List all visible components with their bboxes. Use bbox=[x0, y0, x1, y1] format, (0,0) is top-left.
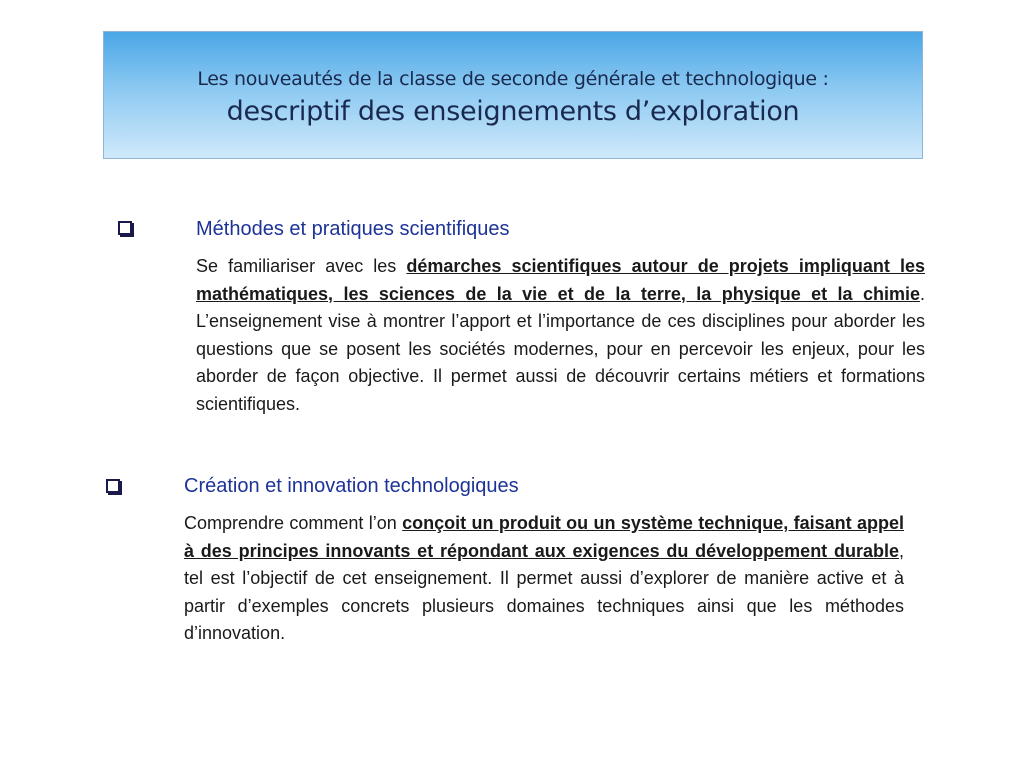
body-text-prefix: Se familiariser avec les bbox=[196, 256, 407, 276]
body-text-prefix: Comprendre comment l’on bbox=[184, 513, 403, 533]
checkbox-bullet-icon bbox=[106, 479, 120, 493]
slide-title-line1: Les nouveautés de la classe de seconde générale et technologique : bbox=[197, 68, 829, 90]
section-heading-methodes: Méthodes et pratiques scientifiques bbox=[196, 218, 510, 240]
body-text-highlight: démarches scientifiques autour de projets impliquant les mathématiques, les sciences de la vie et de la terre, la physique et la chimie bbox=[196, 256, 925, 304]
body-text-suffix: . L’enseignement vise à montrer l’apport et l’importance de ces disciplines pour aborder les questions que se posent les sociétés modernes, pour en percevoir les enjeux, pour les aborder de façon objective. Il permet aussi de découvrir certains métiers et formations scientifiques. bbox=[196, 283, 925, 414]
title-banner bbox=[103, 31, 923, 159]
section-heading-creation: Création et innovation technologiques bbox=[184, 475, 519, 497]
checkbox-bullet-icon bbox=[118, 221, 132, 235]
body-text-suffix: , tel est l’objectif de cet enseignement. Il permet aussi d’explorer de manière active et à partir d’exemples concrets plusieurs domaines techniques ainsi que les méthodes d’innovation. bbox=[184, 540, 904, 643]
body-text-highlight: conçoit un produit ou un système technique, faisant appel à des principes innovants et répondant aux exigences du développement durable bbox=[184, 513, 904, 561]
slide-title-line2: descriptif des enseignements d’exploration bbox=[226, 96, 800, 127]
section-body-creation bbox=[184, 510, 904, 648]
section-body-methodes bbox=[196, 253, 925, 418]
